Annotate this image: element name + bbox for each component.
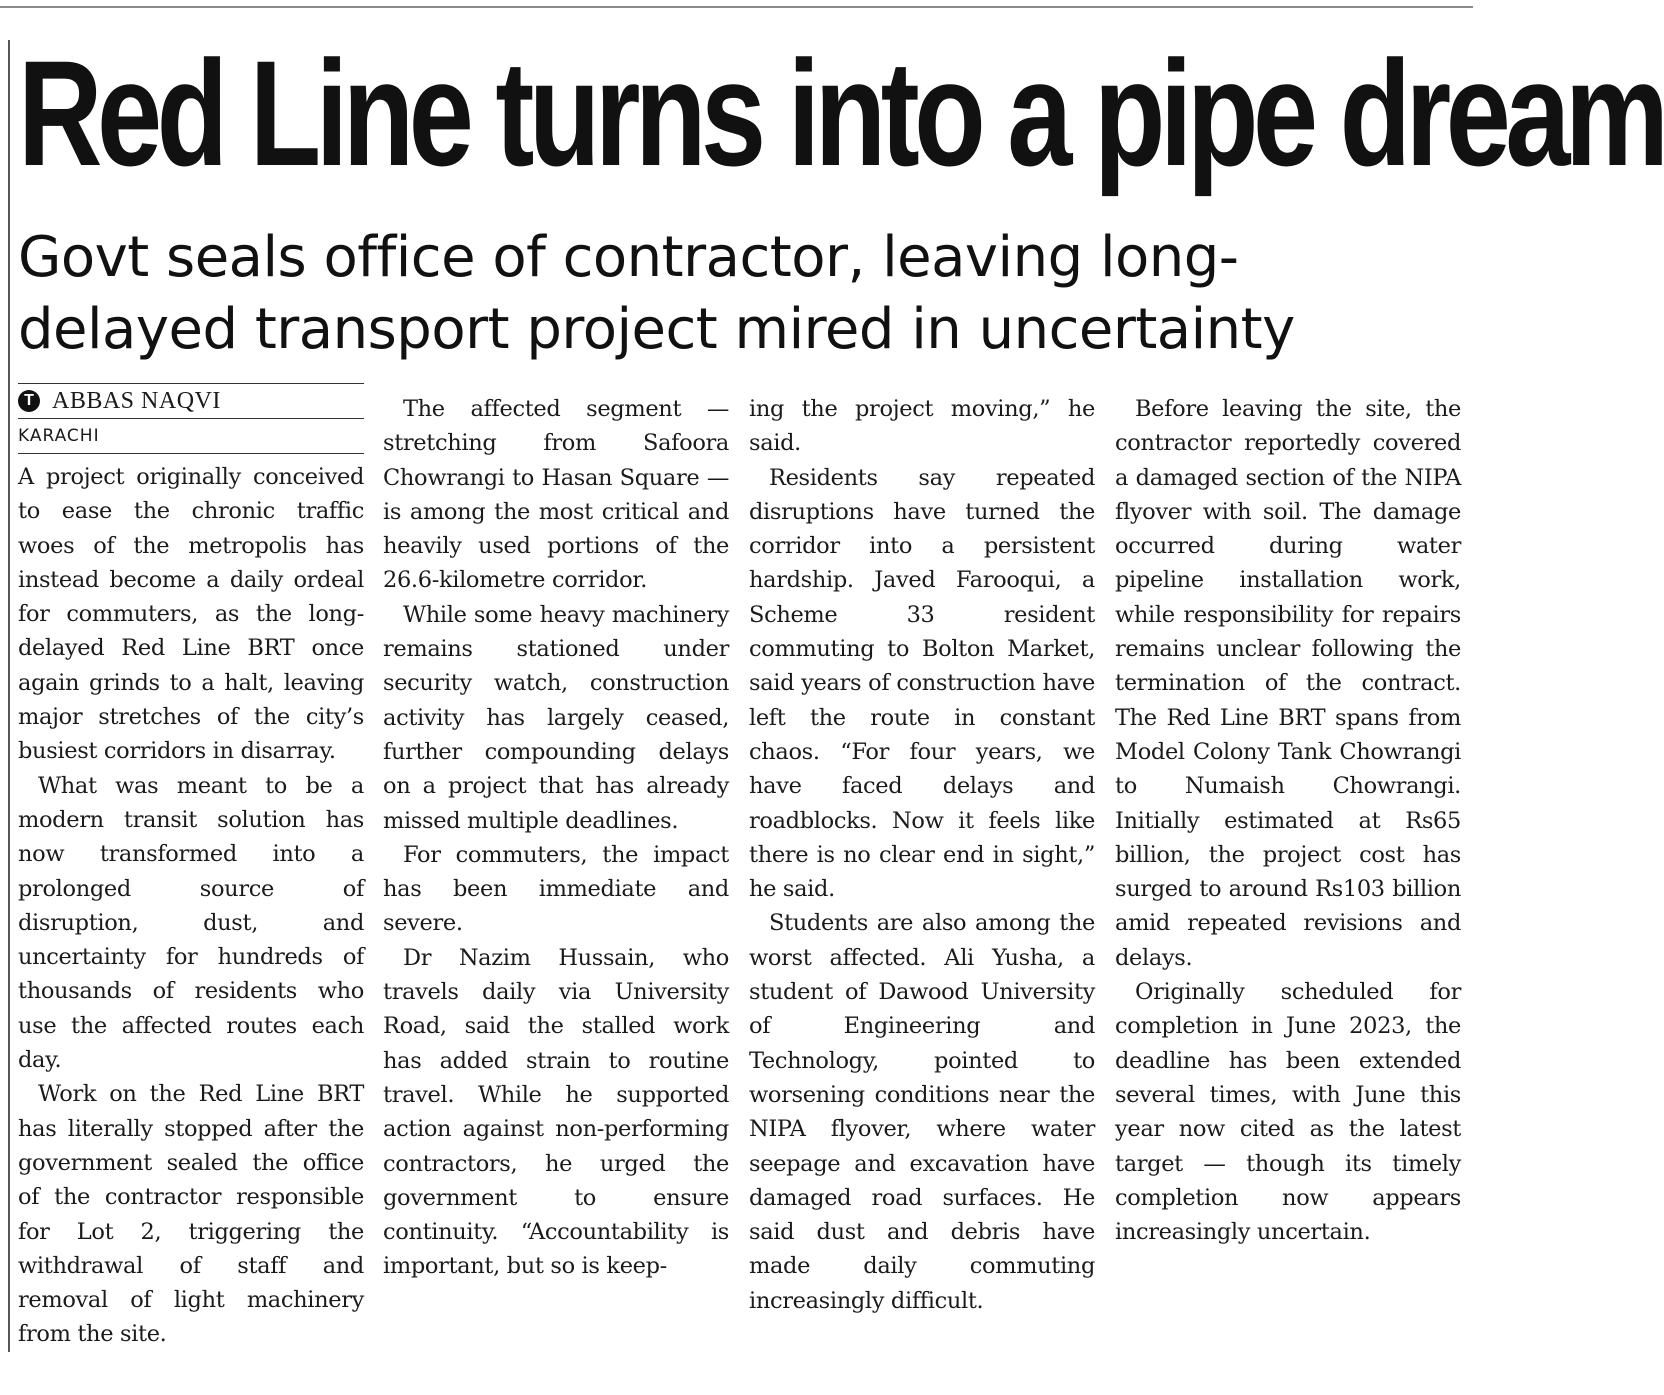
paragraph: Students are also among the worst affected. Ali Yusha, a student of Dawood University of Engineering and Technology, pointed to worsening conditions near the NIPA flyover, where water seepage and excavation have damaged road surfaces. He said dust and debris have made daily commuting increasingly difficult. <box>749 910 1095 1314</box>
paragraph: While some heavy machinery remains stationed under security watch, construction activity has largely ceased, further compounding delays on a project that has already missed multiple deadlines. <box>383 601 729 834</box>
article-column-1 <box>18 460 364 1352</box>
top-rule <box>0 6 1473 8</box>
left-column-rule <box>8 40 10 1352</box>
article-column-4 <box>1115 392 1461 1249</box>
newspaper-logo-icon: T <box>18 390 40 412</box>
paragraph: Work on the Red Line BRT has literally stopped after the government sealed the office of the contractor responsible for Lot 2, triggering the withdrawal of staff and removal of light machinery from the site. <box>18 1081 364 1348</box>
paragraph: Originally scheduled for completion in June 2023, the deadline has been extended several times, with June this year now cited as the latest target — though its timely completion now appears increasingly uncertain. <box>1115 979 1461 1246</box>
paragraph: The affected segment — stretching from Safoora Chowrangi to Hasan Square — is among the most critical and heavily used portions of the 26.6-kilometre corridor. <box>383 396 729 594</box>
subheadline: Govt seals office of contractor, leaving long-delayed transport project mired in uncertainty <box>18 225 1295 362</box>
paragraph: A project originally conceived to ease the chronic traffic woes of the metropolis has instead become a daily ordeal for commuters, as the long-delayed Red Line BRT once again grinds to a halt, leaving major stretches of the city’s busiest corridors in disarray. <box>18 464 364 765</box>
paragraph: For commuters, the impact has been immediate and severe. <box>383 841 729 937</box>
paragraph: Before leaving the site, the contractor reportedly covered a damaged section of the NIPA flyover with soil. The damage occurred during water pipeline installation work, while responsibility for repairs remains unclear following the termination of the contract. The Red Line BRT spans from Model Colony Tank Chowrangi to Numaish Chowrangi. Initially estimated at Rs65 billion, the project cost has surged to around Rs103 billion amid repeated revisions and delays. <box>1115 396 1461 971</box>
byline-block <box>18 383 364 454</box>
author-name: ABBAS NAQVI <box>52 387 221 414</box>
paragraph: Dr Nazim Hussain, who travels daily via University Road, said the stalled work has added strain to routine travel. While he supported action against non-performing contractors, he urged the government to ensure continuity. “Accountability is important, but so is keep- <box>383 944 729 1280</box>
byline <box>18 384 364 419</box>
headline: Red Line turns into a pipe dream <box>18 29 1664 197</box>
dateline: KARACHI <box>18 419 364 454</box>
paragraph: Residents say repeated disruptions have turned the corridor into a persistent hardship. Javed Farooqui, a Scheme 33 resident commuting to Bolton Market, said years of construction have left the route in constant chaos. “For four years, we have faced delays and roadblocks. Now it feels like there is no clear end in sight,” he said. <box>749 464 1095 903</box>
article-column-2 <box>383 392 729 1284</box>
article-column-3 <box>749 392 1095 1318</box>
paragraph: ing the project moving,” he said. <box>749 396 1095 457</box>
paragraph: What was meant to be a modern transit solution has now transformed into a prolonged source of disruption, dust, and uncertainty for hundreds of thousands of residents who use the affected routes each day. <box>18 772 364 1074</box>
